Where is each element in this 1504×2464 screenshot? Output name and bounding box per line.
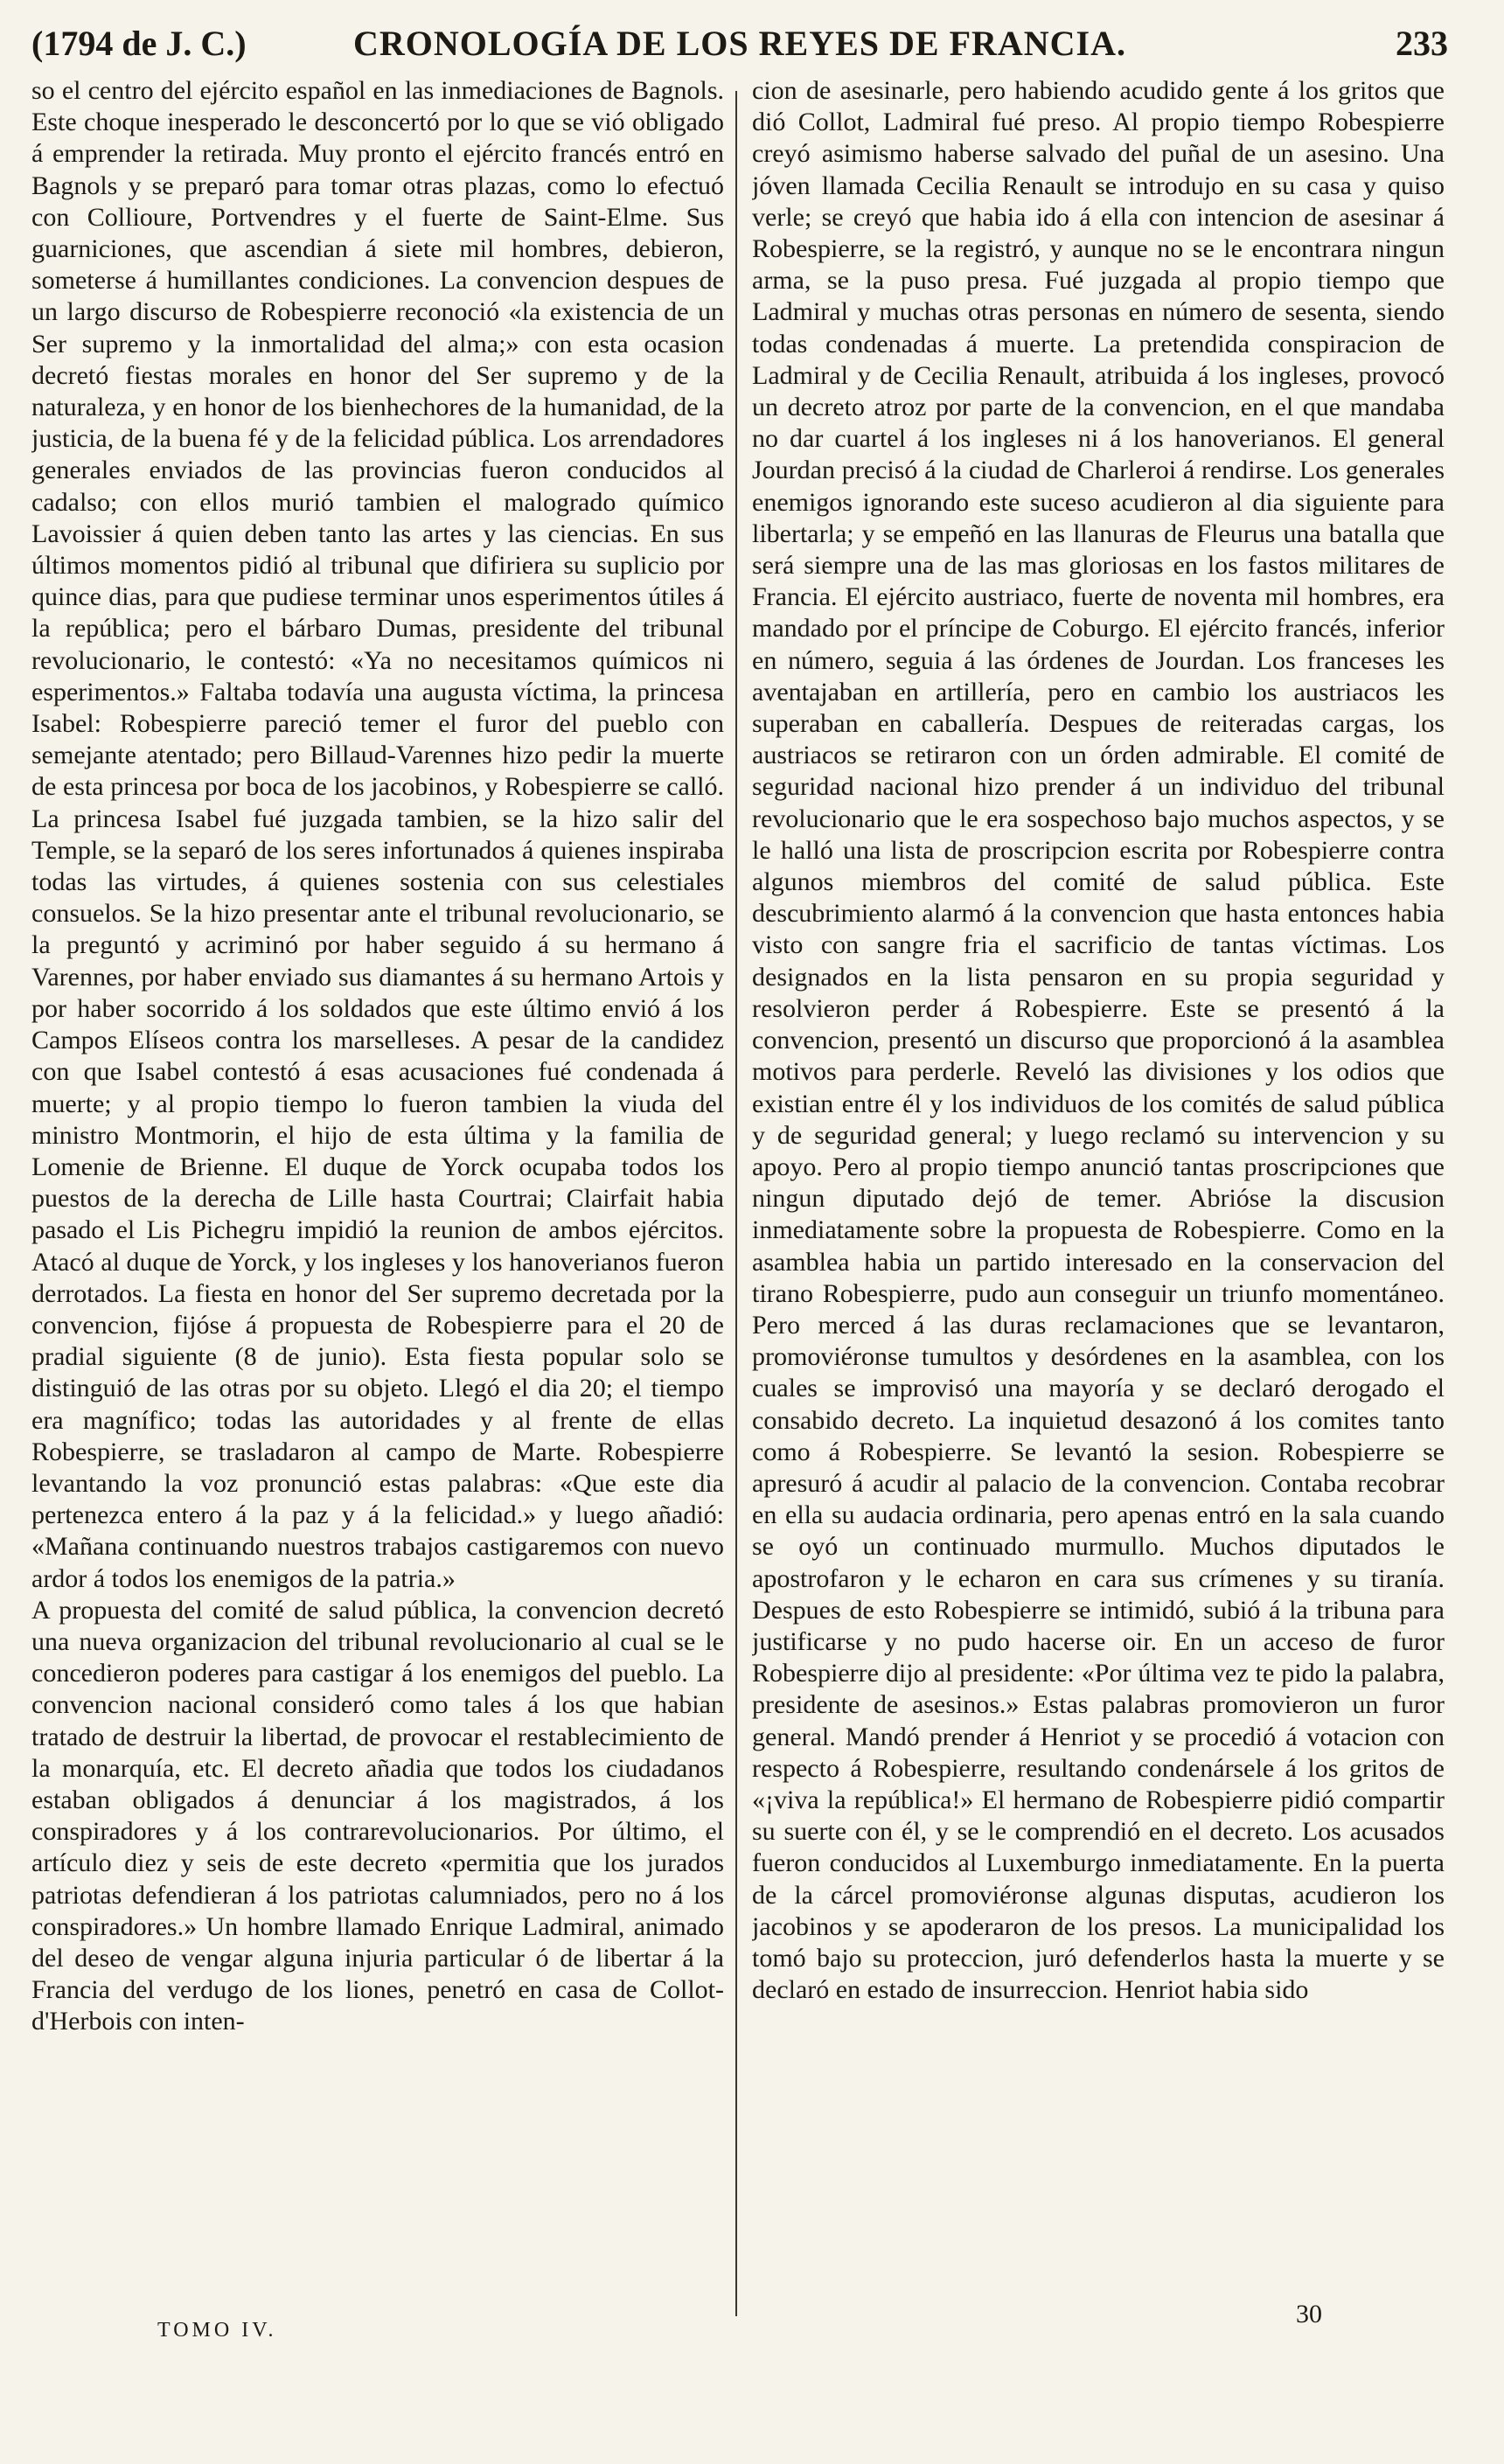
right-paragraph-1: cion de asesinarle, pero habiendo acudido gente á los gritos que dió Collot, Ladmiral fué preso. Al propio tiempo Robespierre creyó asimismo haberse salvado del puñal de un asesino. Una jóven llamada Cecilia Renault se introdujo en su casa y quiso verle; se creyó que habia ido á ella con intencion de asesinar á Robespierre, se la registró, y aunque no se le encontrara ningun arma, se la puso presa. Fué juzgada al propio tiempo que Ladmiral y muchas otras personas en número de sesenta, siendo todas condenadas á muerte. La pretendida conspiracion de Ladmiral y de Cecilia Renault, atribuida á los ingleses, provocó un decreto atroz por parte de la convencion, en el que mandaba no dar cuartel á los ingleses ni á los hanoverianos. El general Jourdan precisó á la ciudad de Charleroi á rendirse. Los generales enemigos ignorando este suceso acudieron al dia siguiente para libertarla; y se empeñó en las llanuras de Fleurus una batalla que será siempre una de las mas gloriosas en los fastos militares de Francia. El ejército austriaco, fuerte de noventa mil hombres, era mandado por el príncipe de Coburgo. El ejército francés, inferior en número, seguia á las órdenes de Jourdan. Los franceses les aventajaban en artillería, pero en cambio los austriacos les superaban en caballería. Despues de reiteradas cargas, los austriacos se retiraron con un órden admirable. El comité de seguridad nacional hizo prender á un individuo del tribunal revolucionario que le era sospechoso bajo muchos aspectos, y se le halló una lista de proscripcion escrita por Robespierre contra algunos miembros del comité de salud pública. Este descubrimiento alarmó á la convencion que hasta entonces habia visto con sangre fria el sacrificio de tantas víctimas. Los designados en la lista pensaron en su propia seguridad y resolvieron perder á Robespierre. Este se presentó á la convencion, presentó un discurso que proporcionó á la asamblea motivos para perderle. Reveló las divisiones y los odios que existian entre él y los individuos de los comités de salud pública y de seguridad general; y luego reclamó su intervencion y su apoyo. Pero al propio tiempo anunció tantas proscripciones que ningun diputado dejó de temer. Abrióse la discusion inmediatamente sobre la propuesta de Robespierre. Como en la asamblea habia un partido interesado en la conservacion del tirano Robespierre, pudo aun conseguir un triunfo momentáneo. Pero merced á las duras reclamaciones que se levantaron, promoviéronse tumultos y desórdenes en la asamblea, con los cuales se improvisó una mayoría y se declaró derogado el consabido decreto. La inquietud desazonó á los comites tanto como á Robespierre. Se levantó la sesion. Robespierre se apresuró á acudir al palacio de la convencion. Contaba recobrar en ella su audacia ordinaria, pero apenas entró en la sala cuando se oyó un continuado murmullo. Muchos diputados le apostrofaron y le echaron en cara sus crímenes y su tiranía. Despues de esto Robespierre se intimidó, subió á la tribuna para justificarse y no pudo hacerse oir. En un acceso de furor Robespierre dijo al presidente: «Por última vez te pido la palabra, presidente de asesinos.» Estas palabras promovieron un furor general. Mandó prender á Henriot y se procedió á votacion con respecto á Robespierre, resultando condenársele á los gritos de «¡viva la república!» El hermano de Robespierre pidió compartir su suerte con él, y se le comprendió en el decreto. Los acusados fueron conducidos al Luxemburgo inmediatamente. En la puerta de la cárcel promoviéronse algunas disputas, acudieron los jacobinos y se apoderaron de los presos. La municipalidad los tomó bajo su proteccion, juró defenderlos hasta la muerte y se declaró en estado de insurreccion. Henriot habia sido	[752, 76, 1445, 2005]
left-paragraph-1: so el centro del ejército español en las inmediaciones de Bagnols. Este choque inesperado le desconcertó por lo que se vió obligado á emprender la retirada. Muy pronto el ejército francés entró en Bagnols y se preparó para tomar otras plazas, como lo efectuó con Collioure, Portvendres y el fuerte de Saint-Elme. Sus guarniciones, que ascendian á siete mil hombres, debieron, someterse á humillantes condiciones. La convencion despues de un largo discurso de Robespierre reconoció «la existencia de un Ser supremo y la inmortalidad del alma;» con esta ocasion decretó fiestas morales en honor del Ser supremo y de la naturaleza, y en honor de los bienhechores de la humanidad, de la justicia, de la buena fé y de la felicidad pública. Los arrendadores generales enviados de las provincias fueron conducidos al cadalso; con ellos murió tambien el malogrado químico Lavoissier á quien deben tanto las artes y las ciencias. En sus últimos momentos pidió al tribunal que difiriera su suplicio por quince dias, para que pudiese terminar unos esperimentos útiles á la república; pero el bárbaro Dumas, presidente del tribunal revolucionario, le contestó: «Ya no necesitamos químicos ni esperimentos.» Faltaba todavía una augusta víctima, la princesa Isabel: Robespierre pareció temer el furor del pueblo con semejante atentado; pero Billaud-Varennes hizo pedir la muerte de esta princesa por boca de los jacobinos, y Robespierre se calló. La princesa Isabel fué juzgada tambien, se la hizo salir del Temple, se la separó de los seres infortunados á quienes inspiraba todas las virtudes, á quienes sostenia con sus celestiales consuelos. Se la hizo presentar ante el tribunal revolucionario, se la preguntó y acriminó por haber seguido á su hermano á Varennes, por haber enviado sus diamantes á su hermano Artois y por haber socorrido á los soldados que este último envió á los Campos Elíseos contra los marselleses. A pesar de la candidez con que Isabel contestó á esas acusaciones fué condenada á muerte; y al propio tiempo lo fueron tambien la viuda del ministro Montmorin, el hijo de esta última y la familia de Lomenie de Brienne. El duque de Yorck ocupaba todos los puestos de la derecha de Lille hasta Courtrai; Clairfait habia pasado el Lis Pichegru impidió la reunion de ambos ejércitos. Atacó al duque de Yorck, y los ingleses y los hanoverianos fueron derrotados. La fiesta en honor del Ser supremo decretada por la convencion, fijóse á propuesta de Robespierre para el 20 de pradial siguiente (8 de junio). Esta fiesta popular solo se distinguió de las otras por su objeto. Llegó el dia 20; el tiempo era magnífico; todas las autoridades y al frente de ellas Robespierre, se trasladaron al campo de Marte. Robespierre levantando la voz pronunció estas palabras: «Que este dia pertenezca entero á la paz y á la felicidad.» y luego añadió: «Mañana continuando nuestros trabajos castigaremos con nuevo ardor á todos los enemigos de la patria.»	[31, 76, 724, 1593]
volume-label: TOMO IV.	[157, 2319, 277, 2342]
right-column	[752, 75, 1445, 2277]
page-header	[31, 23, 1448, 75]
header-title: CRONOLOGÍA DE LOS REYES DE FRANCIA.	[352, 24, 1127, 63]
column-divider	[735, 91, 737, 2316]
signature-mark: 30	[1296, 2300, 1322, 2328]
left-paragraph-2: A propuesta del comité de salud pública, la convencion decretó una nueva organizacion del tribunal revolucionario al cual se le concedieron poderes para castigar á los enemigos del pueblo. La convencion nacional consideró como tales á los que habian tratado de destruir la libertad, de provocar el restablecimiento de la monarquía, etc. El decreto añadia que todos los ciudadanos estaban obligados á denunciar á los magistrados, á los conspiradores y á los contrarevolucionarios. Por último, el artículo diez y seis de este decreto «permitia que los jurados patriotas defendieran á los patriotas calumniados, pero no á los conspiradores.» Un hombre llamado Enrique Ladmiral, animado del deseo de vengar alguna injuria particular ó de libertar á la Francia del verdugo de los liones, penetró en casa de Collot-d'Herbois con inten-	[31, 1595, 724, 2036]
left-column	[31, 75, 724, 2314]
page-number: 233	[1396, 24, 1448, 63]
header-date: (1794 de J. C.)	[31, 24, 247, 63]
